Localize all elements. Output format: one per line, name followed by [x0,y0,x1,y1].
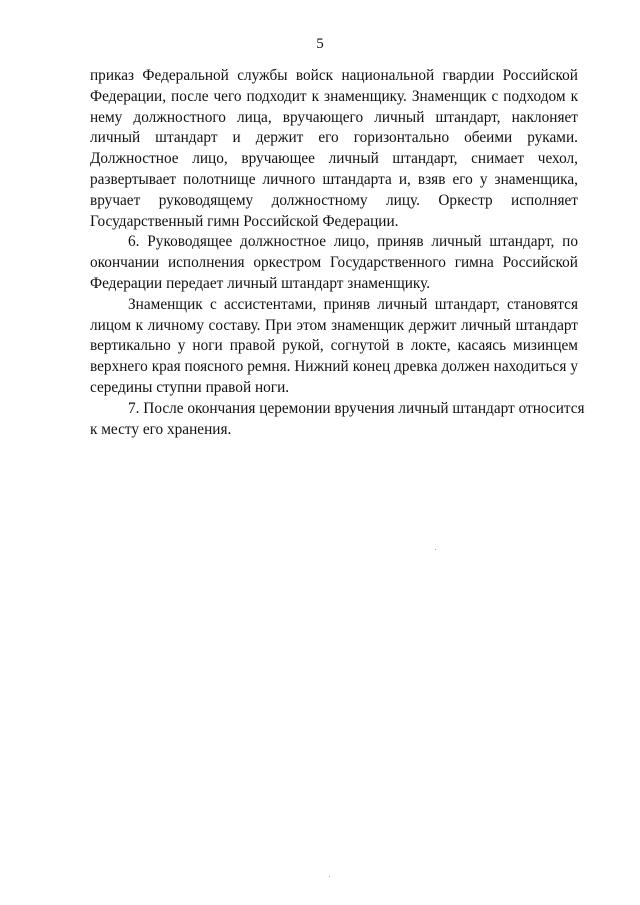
text-line: вертикально у ноги правой рукой, согнутой в локте, касаясь мизинцем [90,337,578,355]
text-line: вручает руководящему должностному лицу. Оркестр исполняет [90,191,578,209]
text-line: окончании исполнения оркестром Государственного гимна Российской [90,254,578,272]
paragraph-item-6 [90,232,578,294]
text-line: лицом к личному составу. При этом знаменщик держит личный штандарт [90,316,578,334]
text-line: верхнего края поясного ремня. Нижний конец древка должен находиться у [90,358,578,376]
page-number: 5 [316,36,324,52]
paragraph-standard-bearer [90,295,578,399]
document-body [90,66,585,440]
text-line: 7. После окончания церемонии вручения личный штандарт относится [128,399,585,417]
paragraph-item-7 [90,399,585,441]
text-line: 6. Руководящее должностное лицо, приняв личный штандарт, по [128,233,578,251]
text-line: Федерации, после чего подходит к знаменщику. Знаменщик с подходом к [90,87,578,105]
text-line: Знаменщик с ассистентами, приняв личный штандарт, становятся [128,295,578,313]
text-line: развертывает полотнище личного штандарта и, взяв его у знаменщика, [90,170,578,188]
text-line: середины ступни правой ноги. [90,378,290,396]
scan-speck [435,549,436,550]
scan-speck [329,876,330,877]
text-line: Государственный гимн Российской Федерации. [90,212,399,230]
text-line: к месту его хранения. [90,420,232,438]
text-line: нему должностного лица, вручающего личный штандарт, наклоняет [90,108,578,126]
paragraph-continuation [90,66,578,232]
text-line: Должностное лицо, вручающее личный штандарт, снимает чехол, [90,150,578,168]
text-line: приказ Федеральной службы войск национальной гвардии Российской [90,67,578,84]
text-line: личный штандарт и держит его горизонтально обеими руками. [90,129,578,147]
text-line: Федерации передает личный штандарт знаменщику. [90,274,431,292]
